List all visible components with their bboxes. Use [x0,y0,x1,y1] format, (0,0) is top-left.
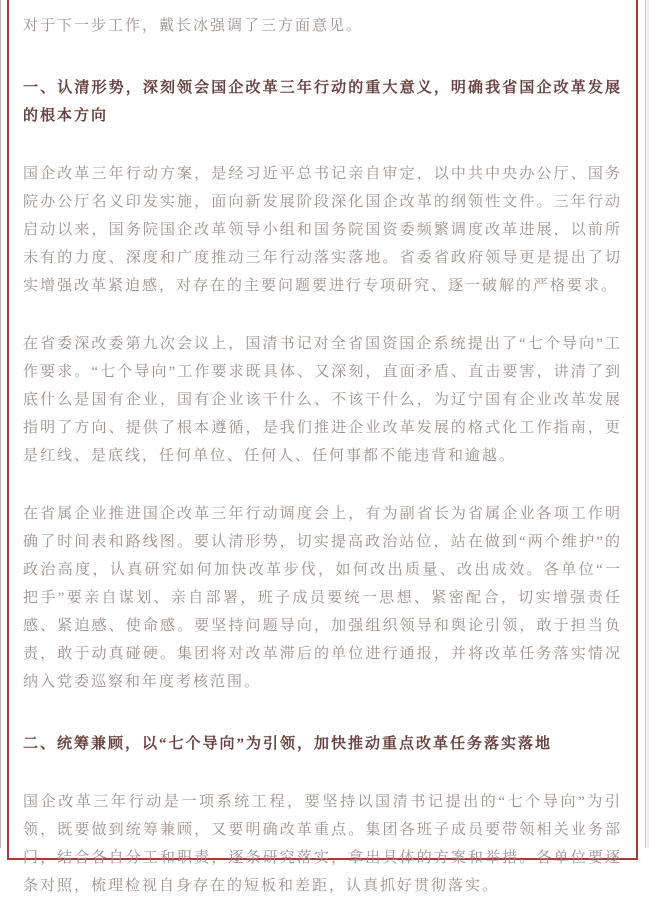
paragraph-seven-orientations: 在省委深改委第九次会议上，国清书记对全省国资国企系统提出了“七个导向”工作要求。“七个导向”工作要求既具体、又深刻，直面矛盾、直击要害，讲清了到底什么是国有企业，国有企业该干什么、不该干什么，为辽宁国有企业改革发展指明了方向、提供了根本遵循，是我们推进企业改革发展的格式化工作指南，更是红线、是底线，任何单位、任何人、任何事都不能违背和逾越。 [23,336,622,464]
paragraph-systematic-project: 国企改革三年行动是一项系统工程，要坚持以国清书记提出的“七个导向”为引领，既要做到统筹兼顾，又要明确改革重点。集团各班子成员要带领相关业务部门，结合各自分工和职责，逐条研究落实，拿出具体的方案和举措。各单位要逐条对照，梳理检视自身存在的短板和差距，认真抓好贯彻落实。 [23,794,622,894]
section-heading-1: 一、认清形势，深刻领会国企改革三年行动的重大意义，明确我省国企改革发展的根本方向 [23,80,622,124]
intro-paragraph: 对于下一步工作，戴长冰强调了三方面意见。 [23,18,364,34]
article-box [7,0,638,894]
section-heading-2: 二、统筹兼顾，以“七个导向”为引领，加快推动重点改革任务落实落地 [23,736,553,752]
article-body [23,12,622,900]
outer-border-right [645,0,646,848]
outer-border-left [0,0,1,848]
paragraph-provincial-dispatch-meeting: 在省属企业推进国企改革三年行动调度会上，有为副省长为省属企业各项工作明确了时间表和路线图。要认清形势，切实提高政治站位，站在做到“两个维护”的政治高度，认真研究如何加快改革步伐，如何改出质量、改出成效。各单位“一把手”要亲自谋划、亲自部署，班子成员要统一思想、紧密配合，切实增强责任感、紧迫感、使命感。要坚持问题导向，加强组织领导和舆论引领，敢于担当负责，敢于动真碰硬。集团将对改革滞后的单位进行通报，并将改革任务落实情况纳入党委巡察和年度考核范围。 [23,506,622,690]
paragraph-three-year-action-plan: 国企改革三年行动方案，是经习近平总书记亲自审定，以中共中央办公厅、国务院办公厅名义印发实施，面向新发展阶段深化国企改革的纲领性文件。三年行动启动以来，国务院国企改革领导小组和国务院国资委频繁调度改革进展，以前所未有的力度、深度和广度推动三年行动落实落地。省委省政府领导更是提出了切实增强改革紧迫感，对存在的主要问题要进行专项研究、逐一破解的严格要求。 [23,166,622,294]
